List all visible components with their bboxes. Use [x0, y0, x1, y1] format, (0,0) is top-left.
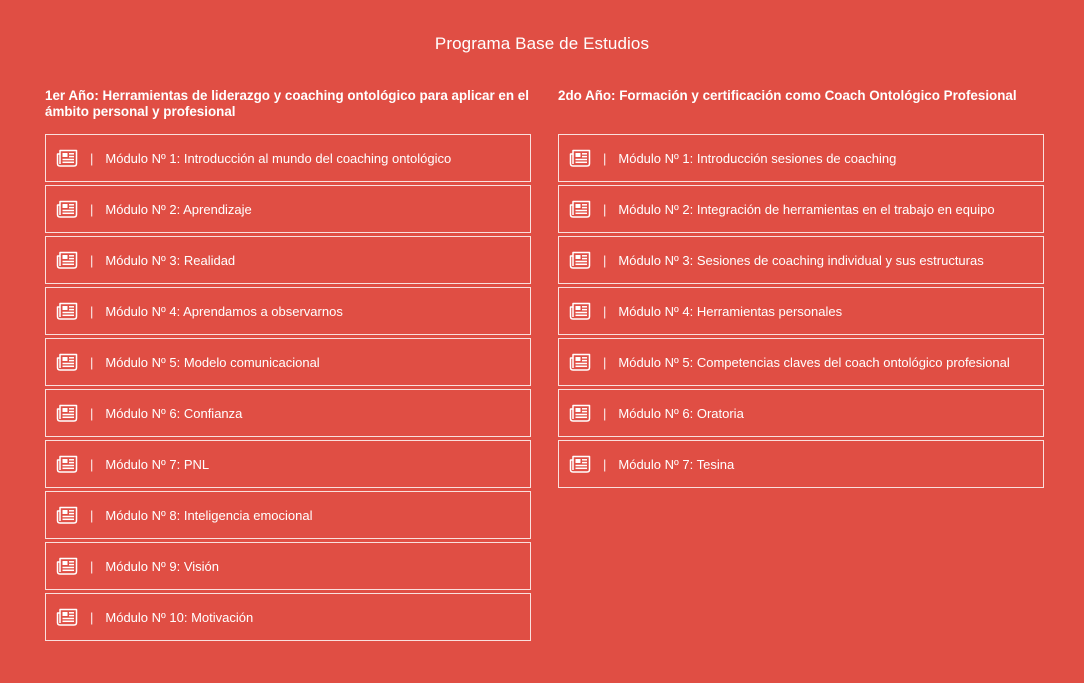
year2-module-item[interactable] [558, 185, 1044, 233]
year1-module-item[interactable] [45, 236, 531, 284]
module-label: Módulo Nº 5: Modelo comunicacional [105, 354, 320, 370]
module-label: Módulo Nº 2: Integración de herramientas en el trabajo en equipo [618, 201, 995, 217]
year1-column [45, 88, 531, 644]
year2-module-item[interactable] [558, 389, 1044, 437]
separator: | [90, 558, 94, 574]
separator: | [603, 252, 607, 268]
separator: | [90, 456, 94, 472]
newspaper-icon [569, 147, 591, 169]
year2-module-item[interactable] [558, 287, 1044, 335]
year1-module-item[interactable] [45, 185, 531, 233]
separator: | [90, 150, 94, 166]
newspaper-icon [56, 249, 78, 271]
module-label: Módulo Nº 1: Introducción al mundo del coaching ontológico [105, 150, 452, 166]
year1-module-item[interactable] [45, 134, 531, 182]
year2-column [558, 88, 1044, 491]
year1-heading: 1er Año: Herramientas de liderazgo y coaching ontológico para aplicar en el ámbito personal y profesional [45, 88, 529, 119]
year2-module-item[interactable] [558, 440, 1044, 488]
year1-module-item[interactable] [45, 338, 531, 386]
newspaper-icon [56, 504, 78, 526]
module-label: Módulo Nº 9: Visión [105, 558, 220, 574]
newspaper-icon [569, 351, 591, 373]
separator: | [603, 201, 607, 217]
newspaper-icon [569, 198, 591, 220]
year1-module-item[interactable] [45, 542, 531, 590]
separator: | [90, 405, 94, 421]
year1-module-item[interactable] [45, 287, 531, 335]
year2-module-item[interactable] [558, 338, 1044, 386]
year2-heading: 2do Año: Formación y certificación como Coach Ontológico Profesional [558, 88, 1017, 103]
newspaper-icon [56, 555, 78, 577]
separator: | [90, 507, 94, 523]
year2-module-list [558, 134, 1044, 488]
newspaper-icon [56, 147, 78, 169]
year2-module-item[interactable] [558, 236, 1044, 284]
newspaper-icon [56, 606, 78, 628]
module-label: Módulo Nº 10: Motivación [105, 609, 254, 625]
module-label: Módulo Nº 3: Realidad [105, 252, 236, 268]
newspaper-icon [569, 300, 591, 322]
module-label: Módulo Nº 3: Sesiones de coaching individual y sus estructuras [618, 252, 984, 268]
module-label: Módulo Nº 2: Aprendizaje [105, 201, 252, 217]
year1-module-item[interactable] [45, 491, 531, 539]
module-label: Módulo Nº 7: PNL [105, 456, 210, 472]
module-label: Módulo Nº 8: Inteligencia emocional [105, 507, 313, 523]
separator: | [603, 405, 607, 421]
separator: | [603, 456, 607, 472]
newspaper-icon [56, 351, 78, 373]
separator: | [603, 354, 607, 370]
separator: | [90, 252, 94, 268]
module-label: Módulo Nº 7: Tesina [618, 456, 735, 472]
module-label: Módulo Nº 5: Competencias claves del coach ontológico profesional [618, 354, 1010, 370]
separator: | [90, 201, 94, 217]
year2-module-item[interactable] [558, 134, 1044, 182]
module-label: Módulo Nº 4: Aprendamos a observarnos [105, 303, 343, 319]
newspaper-icon [569, 402, 591, 424]
separator: | [90, 354, 94, 370]
module-label: Módulo Nº 6: Oratoria [618, 405, 744, 421]
module-label: Módulo Nº 4: Herramientas personales [618, 303, 843, 319]
module-label: Módulo Nº 6: Confianza [105, 405, 243, 421]
page-title: Programa Base de Estudios [434, 34, 650, 53]
newspaper-icon [56, 402, 78, 424]
newspaper-icon [56, 453, 78, 475]
newspaper-icon [56, 300, 78, 322]
newspaper-icon [569, 249, 591, 271]
newspaper-icon [56, 198, 78, 220]
newspaper-icon [569, 453, 591, 475]
year1-module-item[interactable] [45, 440, 531, 488]
year1-module-item[interactable] [45, 389, 531, 437]
year1-module-list [45, 134, 531, 641]
module-label: Módulo Nº 1: Introducción sesiones de coaching [618, 150, 897, 166]
separator: | [603, 303, 607, 319]
separator: | [90, 609, 94, 625]
separator: | [90, 303, 94, 319]
separator: | [603, 150, 607, 166]
year1-module-item[interactable] [45, 593, 531, 641]
